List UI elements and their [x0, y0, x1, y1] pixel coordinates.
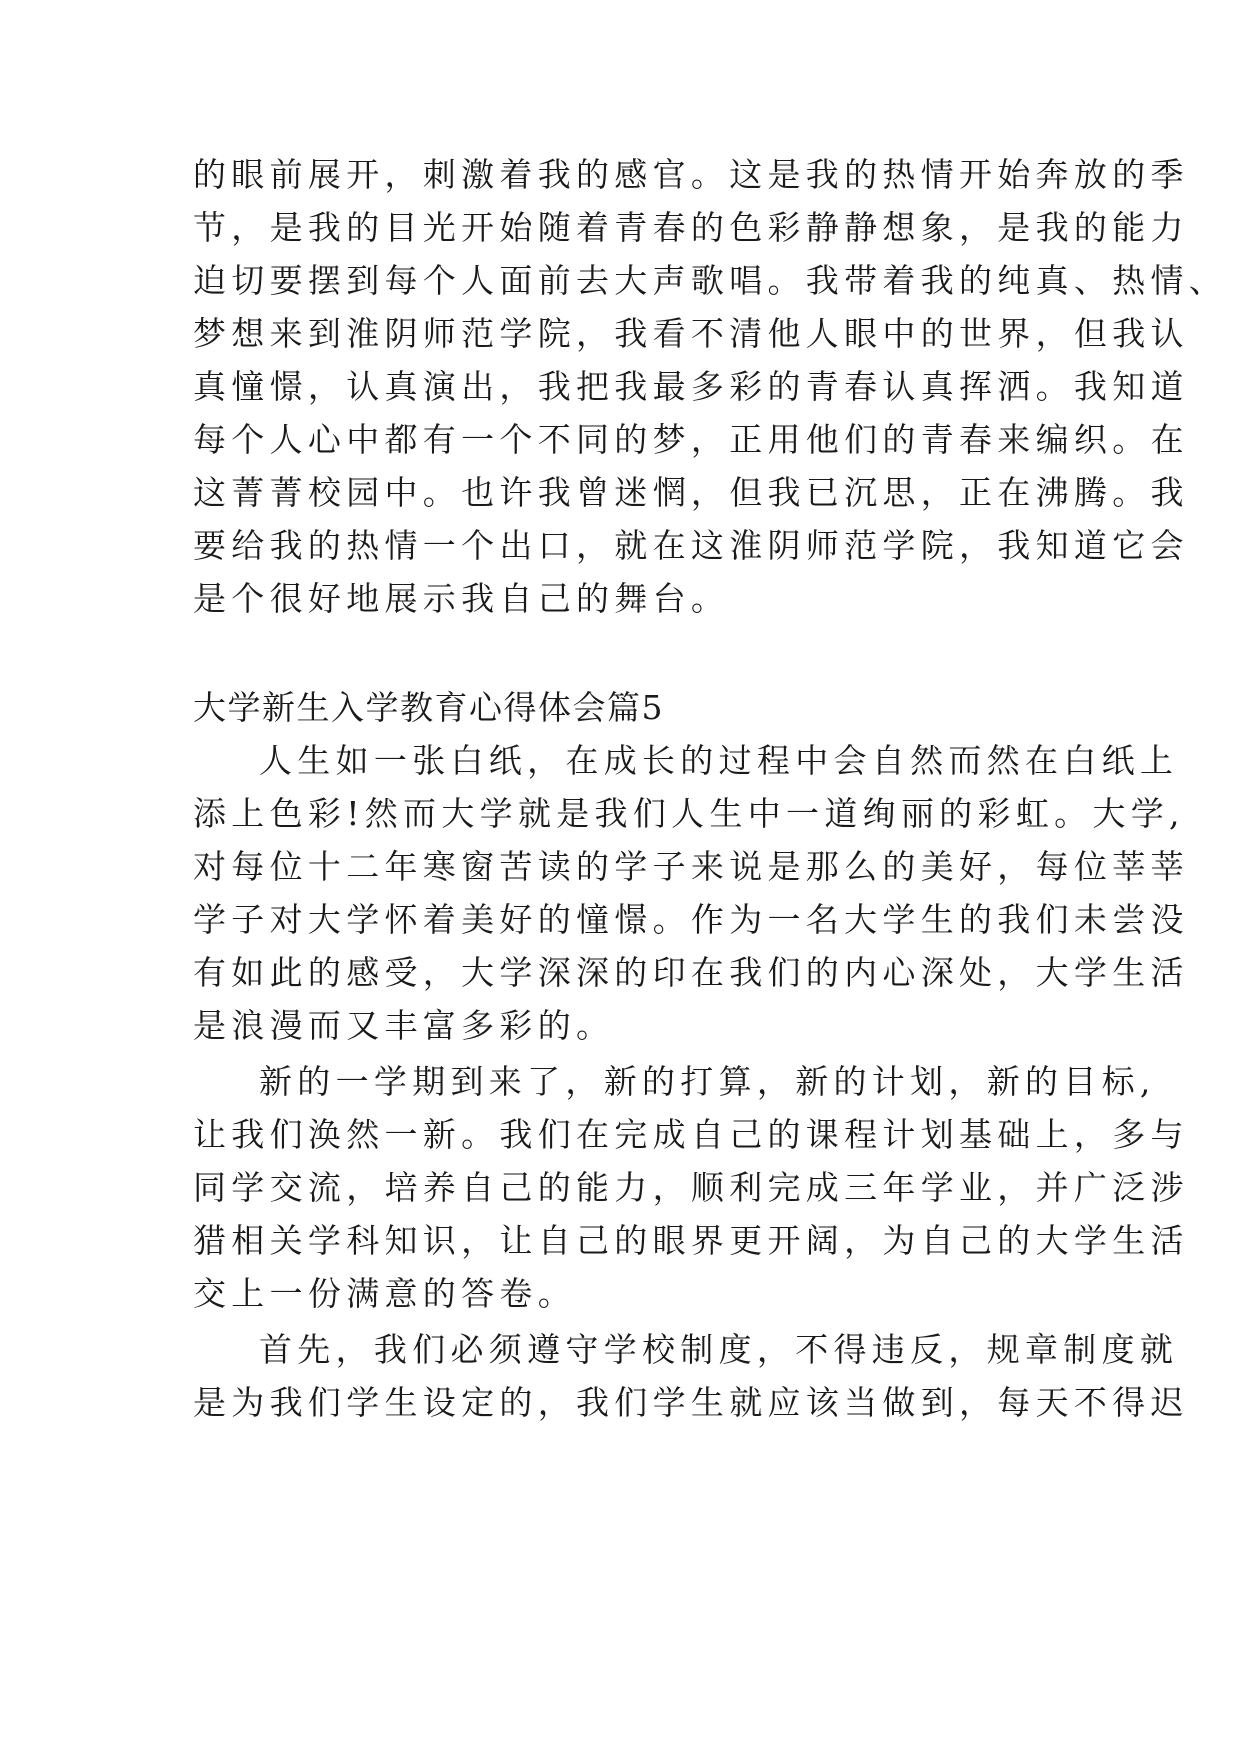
text-line: 是个很好地展示我自己的舞台。: [193, 579, 730, 618]
text-line: 新的一学期到来了，新的打算，新的计划，新的目标,: [259, 1062, 1156, 1101]
text-line: 这菁菁校园中。也许我曾迷惘，但我已沉思，正在沸腾。我: [193, 473, 1189, 512]
text-line: 节，是我的目光开始随着青春的色彩静静想象，是我的能力: [193, 208, 1189, 247]
text-line: 要给我的热情一个出口，就在这淮阴师范学院，我知道它会: [193, 526, 1189, 565]
text-line: 首先，我们必须遵守学校制度，不得违反，规章制度就: [259, 1330, 1179, 1369]
text-line: 是浪漫而又丰富多彩的。: [193, 1006, 615, 1045]
text-line: 每个人心中都有一个不同的梦，正用他们的青春来编织。在: [193, 420, 1189, 459]
text-line: 让我们涣然一新。我们在完成自己的课程计划基础上，多与: [193, 1115, 1189, 1154]
text-line: 猎相关学科知识，让自己的眼界更开阔，为自己的大学生活: [193, 1221, 1189, 1260]
text-line: 交上一份满意的答卷。: [193, 1274, 576, 1313]
text-line: 同学交流，培养自己的能力，顺利完成三年学业，并广泛涉: [193, 1168, 1189, 1207]
text-line: 是为我们学生设定的，我们学生就应该当做到，每天不得迟: [193, 1383, 1189, 1422]
text-line: 梦想来到淮阴师范学院，我看不清他人眼中的世界，但我认: [193, 314, 1189, 353]
section-heading: 大学新生入学教育心得体会篇5: [193, 688, 664, 727]
text-line: 有如此的感受，大学深深的印在我们的内心深处，大学生活: [193, 953, 1189, 992]
text-line: 学子对大学怀着美好的憧憬。作为一名大学生的我们未尝没: [193, 900, 1189, 939]
text-line: 人生如一张白纸，在成长的过程中会自然而然在白纸上: [259, 741, 1179, 780]
text-line: 的眼前展开，刺激着我的感官。这是我的热情开始奔放的季: [193, 155, 1189, 194]
text-line: 对每位十二年寒窗苦读的学子来说是那么的美好，每位莘莘: [193, 847, 1189, 886]
text-line: 真憧憬，认真演出，我把我最多彩的青春认真挥洒。我知道: [193, 367, 1189, 406]
text-line: 添上色彩!然而大学就是我们人生中一道绚丽的彩虹。大学,: [193, 794, 1185, 833]
text-line: 迫切要摆到每个人面前去大声歌唱。我带着我的纯真、热情、: [193, 261, 1228, 300]
